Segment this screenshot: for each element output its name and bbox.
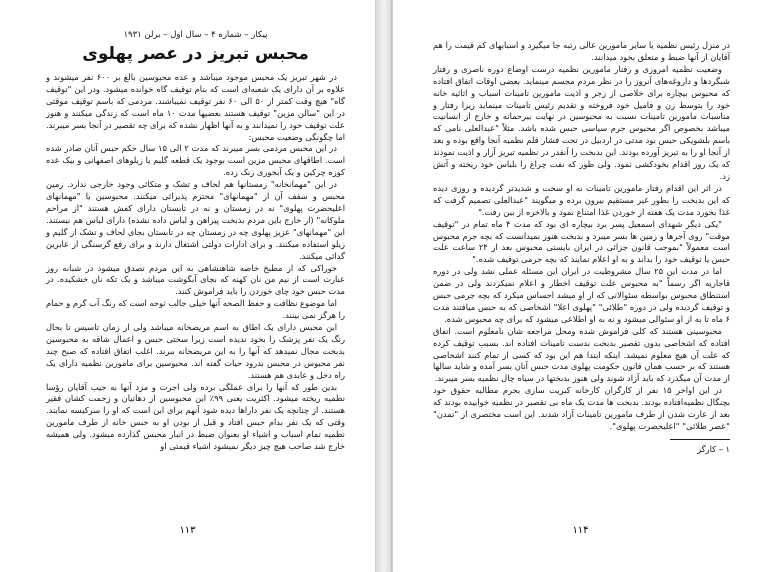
paragraph: در این اواخر ۱۵ نفر از کارگران کارخانه کبریت سازی بجرم مطالبه حقوق خود بچنگال نظمیه‌افتاده بودند. بدبخت ها مدت یک ماه بی تقصیر در نظمیه خوابیده بودند که بعد از عارت شدن از طرف مامورین تامینات آزاد شدند. این است مختصری از "تمدن" "عصر طلائی" "اعلیحضرت پهلوی". (433, 385, 730, 431)
paragraph: این محبس دارای یک اطاق به اسم مریضخانه میباشد ولی از زمان تاسیس تا بحال رنگ یک نفر پزشک را بخود ندیده است زیرا سختی حبس و اعمال شاقه به محبوسین بدبخت مجال نمیدهد که آنها را به این مریضخانه ببرند. اغلب اتفاق افتاده که صبح چند نفر محبوس در محبس بدرود حیات گفته اند. محبوسین برای مامورین نظمیه دارای یک راه دخل و عایدی هم هستند. (46, 322, 345, 380)
right-page-content (433, 40, 730, 454)
paragraph: در این محبس مردمی بسر میبرند که مدت ۲ الی ۱۵ سال حکم حبس آنان صادر شده است. اطاقهای محبس مزین است بوجود یک قطعه گلیم یا زیلوهای اصفهانی و بیک عده کوزه چرکین و یک آبخوری زنک زده. (46, 143, 345, 178)
paragraph: اما در مدت این ۲۵ سال مشروطیت در ایران این مسئله عملی نشد ولی در دوره قاجاریه اگر رسماً "به محبوس علت توقیف اخطار و اعلام نمیکردند ولی در ضمن استنطاق محبوس بواسطه سئوالاتی که از او میشد احساس میکرد که بچه جرمی حبس و توقیف گردیده ولی در دوره "طلائی" "پهلوی اعلا" اشخاصی که به حبس میافتند مدت ۶ ماه تا به از او سئوالی میشود و نه به او اطلاعی میشود که برای چه محبوس شده. (433, 266, 730, 324)
paragraph: خوراکی که از مطبخ خاصه شاهنشاهی به این مردم تصدق میشود در شبانه روز عبارت است از نیم من نان کهنه که بجای آبگوشت میباشد و یک تکه نان خشکیده. در مدت حبس خود چای خوردن را باید فراموش کنند. (46, 262, 345, 297)
right-page (392, 0, 768, 572)
paragraph: در اثر این اقدام رفتار مامورین تامینات نه او سخت و شدیدتر گردیده و روزی دیده که این بدبخت را بطور غیر مستقیم بیرون برده و میگویند "عبدالعلی تصمیم گرفت که غذا بخورد مدت یک هفته از خوردن غذا امتناع نمود و بالاخره از بین رفت." (433, 182, 730, 217)
paragraph: در شهر تبریز یک محبس موجود میباشد و عده محبوسین بالغ بر ۶۰۰ نفر میشوند و علاوه بر آن دارای یک شعبه‌ای است که بنام توقیف گاه خوانده میشود. ودر این "توقیف گاه" هیچ وقت کمتر از ۵۰ الی ۶۰ نفر توقیف نمیباشند. مردمی که باسم توقیف موقتی در این "سالن مزین" توقیف هستند بعضیها مدت ۱۰ ماه است که زندگی میکنند و هنوز علت توقیف خود را نمیدانند و به آنها اظهار نشده که برای چه تقصیر در آنجا بسر میبرند. اما چگونگی وضعیت محبس: (46, 72, 345, 142)
page-number: ۱۱۴ (572, 525, 589, 536)
left-page-content (46, 30, 345, 453)
signature-rule (670, 439, 730, 440)
paragraph: در این "مهمانخانه" زمستانها هم لحاف و تشک و متکائی وجود خارجی ندارد. زمین محبس و سقف آن از "مهمانهای" محترم پذیرائی میکنند. محبوسین یا "مهمانهای اعلیحضرت پهلوی" نه در زمستان و نه در تابستان دارای کفش هستند "از مراحم ملوکانه" (از خارج باین مردم بدبخت پیراهن و لباس داده نشده) دارای لباس هم نیستند. این "مهمانهای" عزیز پهلوی چه در زمستان چه در تابستان بجای لحاف و تشک از گلیم و زیلو استفاده میکنند. و برای ادارات دولتی اشتغال دارند و برای رفع گرسنگی از عابرین گدائی میکنند. (46, 179, 345, 261)
paragraph: وضعیت نظمیه امروزی و رفتار مامورین نظمیه درست اوضاع دوره ناصری و رفتار شبگردها و داروغه‌های آنروز را در نظر مردم مجسم مینماید. بعضی اوقات اتفاق افتاده که محبوس بیچاره برای خلاصی از زجر و اذیت مامورین تامینات اسباب و اثاثیه خانه خود را بتوسط زن و فامیل خود فروخته و تقدیم رئیس تامینات مینماید زیرا رفتار و مناسبات مامورین تامینات نسبت به محبوسین در نهایت بیرحمانه و خارج از انسانیت میباشد بخصوص اگر محبوس جرم سیاسی حبس شده باشد. مثلاً "عبدالعلی نامی که باسم بلشویکی حبس بود مدتی در اردبیل در تحت فشار قلم نظمیه آنجا واقع بوده و بعد از آنجا او را به تبریز آورده بودند. این بدبخت را آنقدر در نظمیه تبریز آزار و اذیت نمودند که یک روز اقدام بخودکشی نمود. ولی طور که نفت چراغ را بلباس خود ریخته و آتش زد. (433, 63, 730, 181)
author-signature: ۱ – کارگر (697, 443, 730, 454)
running-head: پیکار – شماره ۴ – سال اول – برلن ۱۹۳۱ (123, 30, 268, 40)
article-title: محبس تبریز در عصر پهلوی (82, 44, 309, 64)
book-gutter (376, 0, 392, 572)
page-number: ۱۱۳ (179, 525, 196, 536)
paragraph: "یکی دیگر شهدای اسمعیل پسر برد بیچاره ای بود که مدت ۴ ماه تمام در "توقیف موقت" روی آجرها و زمین ها بسر میبرد و بدبخت هنوز نمیدانست که بچه جرم محبوس است معمولاً "بموجب قانون جزائی در ایران بایستی محبوس بعد از ۲۴ ساعت علت حبس یا توقیف خود را بداند و به او اعلام نمایند که بچه جرمی توقیف شده." (433, 218, 730, 265)
left-page (0, 0, 376, 572)
paragraph: در منزل رئیس نظمیه یا سایر مامورین عالی رتبه جا میگیرد و اسبابهای کم قیمت را هم آقایان از آنها ضبط و متعلق بخود میدانند. (433, 40, 730, 62)
paragraph: محبوسینی هستند که کلی فراموش شده ومحل مراجعه شان نامعلوم است. اتفاق افتاده که اشخاصی بدون تقصیر بدبخت بدست تامینات افتاده اند. بسبب توقیف کرده که علت آن هیچ معلوم نمیشد. اینکه ابتدا هم این بود که کسی از تمام کنند اشخاصی هستند که بر حسب همان قانون حکومت پهلوی مدت حبس آنان بسر آمده و شاید سالها از مدت آن میگذرد که باید آزاد شوند ولی هنوز بدبختها در سیاه چال نظمیه بسر میبرند. (433, 325, 730, 384)
paragraph: اما موضوع نظافت و حفظ الصحه آنها خیلی جالب توجه است که رنگ آب گرم و حمام را هرگز نمی بینند. (46, 298, 345, 321)
paragraph: بدین طور که آنها را برای عملگی برده ولی اجرت و مزد آنها به جیب آقایان رؤسا نظمیه ریخته میشود. اکثریت یعنی ۹۹٪ این محبوسین از دهاتیان و زحمت کشان فقیر هستند. از چنانچه یک نفر داراها دیده شود آنهم برای این است که او را سرکیسه نمایند. وقتی که یک نفر بدام حبس افتاد و قبل از بودن او به حبس خانه از طرف مامورین نظمیه تمام اسباب و اشیاء او بعنوان ضبط در انبار محبس گذارده میشود. ولی همیشه خارج شد صاحب هیچ چیز دیگر نمیشود اشیاء قیمتی او (46, 381, 345, 452)
